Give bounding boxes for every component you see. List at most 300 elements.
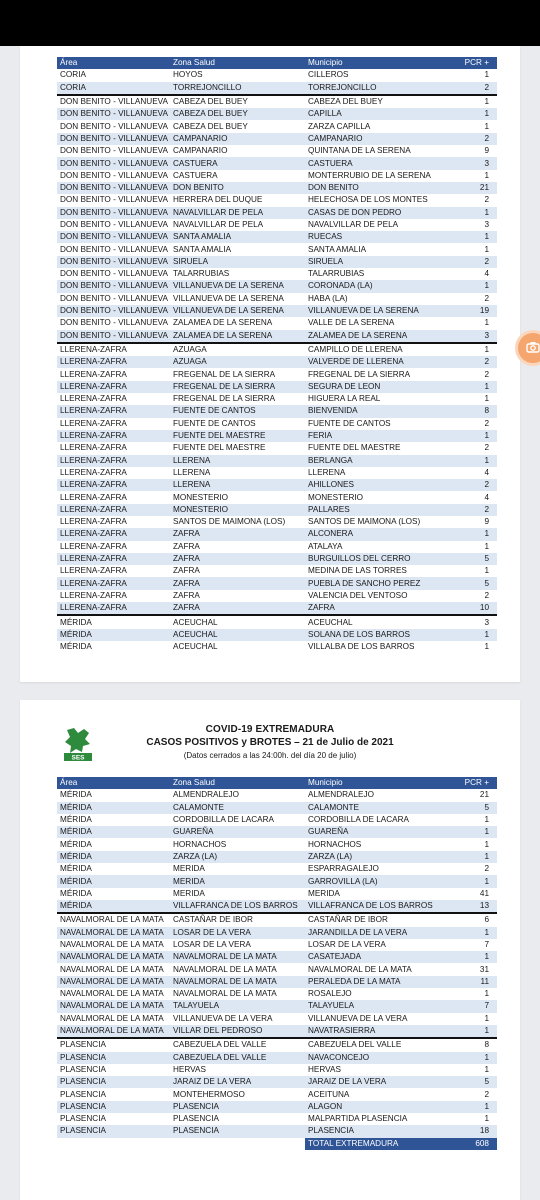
cell-pcr: 1 [484,815,489,825]
cell-area: LLERENA-ZAFRA [57,356,170,368]
table-row [57,888,497,900]
cell-area: LLERENA-ZAFRA [60,517,127,527]
cell-zona-salud: CAMPANARIO [173,146,228,156]
table-row [57,826,497,838]
cell-municipio: QUINTANA DE LA SERENA [308,146,411,156]
cell-zona-salud: ZAFRA [170,577,305,589]
cell-pcr: 7 [484,940,489,949]
cell-pcr: 1 [484,170,489,180]
cell-area: PLASENCIA [57,1125,170,1137]
cell-municipio: CAMPILLO DE LLERENA [305,343,441,356]
table-row [57,1038,497,1051]
table-row [57,789,497,801]
cell-area: MÉRIDA [57,802,170,814]
table-row [57,590,497,602]
cell-zona-salud: FREGENAL DE LA SIERRA [173,394,276,404]
cell-municipio: DON BENITO [305,182,441,194]
cell-municipio: NAVALVILLAR DE PELA [308,220,399,229]
cell-area: DON BENITO - VILLANUEVA [57,157,170,169]
cell-municipio: FUENTE DE CANTOS [308,418,391,428]
cell-pcr: 2 [441,133,497,145]
cell-zona-salud: TALAYUELA [170,1000,305,1012]
cell-area: PLASENCIA [60,1114,106,1124]
cell-municipio: CAPILLA [305,108,441,120]
cell-area: LLERENA-ZAFRA [57,405,170,417]
cell-pcr: 1 [484,1013,489,1023]
cell-municipio: VALENCIA DEL VENTOSO [308,590,408,600]
cell-area: MÉRIDA [57,615,170,628]
cell-pcr: 11 [441,976,497,988]
cell-municipio: NAVATRASIERRA [305,1025,441,1038]
cell-zona-salud: ACEUCHAL [173,642,218,652]
table-row [57,838,497,850]
cell-pcr: 1 [441,231,497,243]
table-row [57,1064,497,1076]
cell-zona-salud: CABEZA DEL BUEY [173,121,248,131]
cell-municipio: MALPARTIDA PLASENCIA [308,1114,408,1124]
table-row [57,541,497,553]
cell-area: DON BENITO - VILLANUEVA [60,269,168,279]
table-row [57,851,497,863]
cell-area: DON BENITO - VILLANUEVA [60,121,168,131]
cell-area: DON BENITO - VILLANUEVA [57,330,170,343]
cell-pcr: 1 [441,629,497,641]
cell-zona-salud: VILLANUEVA DE LA SERENA [170,280,305,292]
cell-municipio: ZARZA CAPILLA [308,121,371,131]
cell-municipio: BURGUILLOS DEL CERRO [305,553,441,565]
total-value: 608 [441,1138,497,1150]
cell-municipio: TORREJONCILLO [305,82,441,95]
cell-municipio: RUECAS [305,231,441,243]
cell-pcr: 2 [484,293,489,303]
cell-pcr: 8 [441,405,497,417]
table-row [57,479,497,491]
cell-pcr: 1 [441,875,497,887]
cell-pcr: 2 [484,1089,489,1099]
cell-zona-salud: ACEUCHAL [170,615,305,628]
cell-municipio: CABEZA DEL BUEY [305,95,441,108]
cell-area: CORIA [57,82,170,95]
table-row [57,1076,497,1088]
cell-pcr: 1 [484,541,489,551]
table-row [57,863,497,875]
cell-area: DON BENITO - VILLANUEVA [57,95,170,108]
cell-zona-salud: AZUAGA [170,343,305,356]
cell-zona-salud: NAVALVILLAR DE PELA [173,220,264,229]
cell-pcr: 2 [484,195,489,205]
cell-municipio: VALVERDE DE LLERENA [305,356,441,368]
cell-municipio: SANTA AMALIA [308,244,367,254]
cell-municipio: VALLE DE LA SERENA [308,318,395,328]
table-row [57,939,497,951]
cell-zona-salud: CABEZUELA DEL VALLE [170,1052,305,1064]
cell-pcr: 18 [441,1125,497,1137]
cell-municipio: CASTAÑAR DE IBOR [305,913,441,926]
cell-pcr: 5 [441,802,497,814]
table-row [57,293,497,305]
cell-municipio: AHILLONES [305,479,441,491]
cell-municipio: VILLANUEVA DE LA VERA [308,1013,408,1023]
cell-pcr: 2 [441,82,497,95]
column-header-pcr: PCR + [441,777,497,789]
table-row [57,1013,497,1025]
cell-zona-salud: CALAMONTE [170,802,305,814]
cell-zona-salud: ZALAMEA DE LA SERENA [173,318,273,328]
cell-pcr: 9 [484,517,489,527]
cell-area: LLERENA-ZAFRA [57,455,170,467]
cell-area: MÉRIDA [60,790,92,800]
cell-area: DON BENITO - VILLANUEVA [60,195,168,205]
cell-area: LLERENA-ZAFRA [57,430,170,442]
cell-area: DON BENITO - VILLANUEVA [57,231,170,243]
table-row [57,553,497,565]
report-note: (Datos cerrados a las 24:00h. del día 20 de julio) [183,751,357,760]
cell-municipio: FUENTE DEL MAESTRE [308,443,401,453]
cell-pcr: 1 [484,318,489,328]
cell-pcr: 1 [441,381,497,393]
cell-pcr: 1 [441,430,497,442]
cell-pcr: 5 [441,553,497,565]
cell-zona-salud: DON BENITO [170,182,305,194]
total-label: TOTAL EXTREMADURA [305,1138,441,1150]
table-row [57,368,497,380]
cell-zona-salud: PLASENCIA [170,1125,305,1137]
cell-zona-salud: MONTEHERMOSO [173,1089,245,1099]
cell-area: NAVALMORAL DE LA MATA [60,989,164,999]
cell-zona-salud: HERVAS [173,1064,206,1074]
cell-municipio: ACEUCHAL [305,615,441,628]
cell-municipio: ESPARRAGALEJO [308,864,379,874]
table-row [57,988,497,1000]
table-row [57,1125,497,1137]
cell-zona-salud: MERIDA [173,888,205,898]
cell-municipio: LOSAR DE LA VERA [308,940,386,949]
cell-area: LLERENA-ZAFRA [60,541,127,551]
cell-zona-salud: PLASENCIA [173,1114,219,1124]
cell-zona-salud: SANTOS DE MAIMONA (LOS) [173,517,286,527]
cell-zona-salud: VILLAFRANCA DE LOS BARROS [170,900,305,913]
cell-area: LLERENA-ZAFRA [60,394,127,404]
cell-municipio: TALAYUELA [305,1000,441,1012]
cell-municipio: ALAGON [305,1101,441,1113]
cell-area: PLASENCIA [57,1052,170,1064]
cell-municipio: PALLARES [305,504,441,516]
cell-area: LLERENA-ZAFRA [60,590,127,600]
cell-area: NAVALMORAL DE LA MATA [57,951,170,963]
cell-zona-salud: JARAIZ DE LA VERA [170,1076,305,1088]
table-row [57,875,497,887]
cell-zona-salud: CAMPANARIO [170,133,305,145]
cell-pcr: 5 [441,577,497,589]
cell-municipio: SEGURA DE LEON [305,381,441,393]
cell-municipio: ZARZA (LA) [305,851,441,863]
cell-zona-salud: HOYOS [173,70,203,80]
cell-municipio: GUAREÑA [305,826,441,838]
cell-pcr: 10 [441,602,497,615]
cell-zona-salud: ZAFRA [170,553,305,565]
cell-area: PLASENCIA [57,1076,170,1088]
cell-zona-salud: NAVALVILLAR DE PELA [170,207,305,219]
column-header-municipio: Municipio [305,777,441,789]
cell-zona-salud: NAVALMORAL DE LA MATA [173,989,277,999]
table-row [57,976,497,988]
report-subtitle: CASOS POSITIVOS y BROTES – 21 de Julio de 2021 [146,737,394,748]
cell-pcr: 2 [441,504,497,516]
cell-zona-salud: LLERENA [170,455,305,467]
cell-municipio: VILLALBA DE LOS BARROS [308,642,415,652]
cell-pcr: 1 [441,1101,497,1113]
cell-pcr: 7 [441,1000,497,1012]
cell-zona-salud: FUENTE DEL MAESTRE [170,430,305,442]
table-row [57,913,497,926]
cell-area: LLERENA-ZAFRA [60,566,127,576]
table-row [57,455,497,467]
cell-area: NAVALMORAL DE LA MATA [57,976,170,988]
cell-area: DON BENITO - VILLANUEVA [57,280,170,292]
table-row [57,305,497,317]
table-row [57,405,497,417]
cell-zona-salud: VILLAR DEL PEDROSO [170,1025,305,1038]
cell-area: NAVALMORAL DE LA MATA [60,940,164,949]
cell-municipio: CABEZUELA DEL VALLE [305,1038,441,1051]
cell-pcr: 1 [441,528,497,540]
cell-area: NAVALMORAL DE LA MATA [57,927,170,939]
cell-pcr: 1 [484,244,489,254]
cell-municipio: ALCONERA [305,528,441,540]
cell-pcr: 1 [441,951,497,963]
cell-area: PLASENCIA [57,1101,170,1113]
cell-area: NAVALMORAL DE LA MATA [60,1013,164,1023]
cell-pcr: 13 [441,900,497,913]
cell-area: PLASENCIA [60,1089,106,1099]
cell-pcr: 41 [479,888,489,898]
cell-area: DON BENITO - VILLANUEVA [60,293,168,303]
cell-pcr: 2 [441,356,497,368]
table-row [57,231,497,243]
cell-zona-salud: ZALAMEA DE LA SERENA [170,330,305,343]
table-row [57,900,497,913]
table-row [57,418,497,430]
table-row [57,256,497,268]
cell-municipio: HORNACHOS [308,839,362,849]
table-row [57,194,497,206]
cell-zona-salud: LLERENA [170,479,305,491]
table-row [57,927,497,939]
table-row [57,602,497,615]
cell-pcr: 3 [441,615,497,628]
document-page-1 [20,46,520,682]
cell-municipio: PLASENCIA [305,1125,441,1137]
cell-pcr: 4 [484,269,489,279]
cell-zona-salud: NAVALMORAL DE LA MATA [170,976,305,988]
cell-pcr: 1 [441,95,497,108]
cell-pcr: 1 [484,989,489,999]
cell-area: DON BENITO - VILLANUEVA [60,244,168,254]
cell-area: LLERENA-ZAFRA [57,553,170,565]
cell-municipio: ZAFRA [305,602,441,615]
cell-area: MÉRIDA [60,642,92,652]
cell-municipio: ZALAMEA DE LA SERENA [305,330,441,343]
table-row [57,516,497,528]
table-row [57,963,497,975]
cell-zona-salud: HORNACHOS [173,839,227,849]
cell-area: NAVALMORAL DE LA MATA [60,964,164,974]
status-bar [0,0,540,46]
report-title: COVID-19 EXTREMADURA [205,724,335,735]
cell-municipio: JARANDILLA DE LA VERA [305,927,441,939]
cell-zona-salud: ZAFRA [173,566,200,576]
table-row [57,442,497,454]
cell-area: NAVALMORAL DE LA MATA [57,1025,170,1038]
cell-pcr: 4 [484,467,489,477]
cell-municipio: NAVACONCEJO [305,1052,441,1064]
cell-zona-salud: CASTAÑAR DE IBOR [170,913,305,926]
cell-municipio: FERIA [305,430,441,442]
cell-zona-salud: FREGENAL DE LA SIERRA [170,381,305,393]
cell-area: PLASENCIA [57,1038,170,1051]
table-row [57,629,497,641]
cell-pcr: 2 [441,479,497,491]
cell-area: NAVALMORAL DE LA MATA [57,913,170,926]
document-page-2 [20,700,520,1200]
column-header-pcr: PCR + [441,57,497,69]
table-row [57,145,497,157]
cell-area: LLERENA-ZAFRA [60,492,127,502]
cell-pcr: 8 [441,1038,497,1051]
cell-municipio: HELECHOSA DE LOS MONTES [308,195,428,205]
cell-zona-salud: LOSAR DE LA VERA [170,927,305,939]
cell-pcr: 1 [484,642,489,652]
cell-municipio: MEDINA DE LAS TORRES [308,566,407,576]
cell-municipio: NAVALMORAL DE LA MATA [308,964,412,974]
cell-municipio: ROSALEJO [308,989,352,999]
cell-municipio: CASATEJADA [305,951,441,963]
cell-municipio: PERALEDA DE LA MATA [305,976,441,988]
cell-zona-salud: ZAFRA [173,541,200,551]
cell-municipio: MONTERRUBIO DE LA SERENA [308,170,431,180]
cell-area: LLERENA-ZAFRA [57,343,170,356]
cell-zona-salud: CASTUERA [173,170,218,180]
cell-pcr: 1 [441,927,497,939]
cell-area: MÉRIDA [57,851,170,863]
cell-area: DON BENITO - VILLANUEVA [57,305,170,317]
cell-municipio: CILLEROS [308,70,349,80]
cell-pcr: 1 [484,70,489,80]
cell-pcr: 3 [484,220,489,229]
table-row [57,268,497,280]
cell-pcr: 19 [441,305,497,317]
table-header-row [57,57,497,69]
cell-zona-salud: ALMENDRALEJO [173,790,239,800]
cell-zona-salud: VILLANUEVA DE LA VERA [173,1013,273,1023]
cell-municipio: CASAS DE DON PEDRO [305,207,441,219]
cell-area: DON BENITO - VILLANUEVA [57,256,170,268]
cell-municipio: HIGUERA LA REAL [308,394,381,404]
table-row [57,69,497,81]
cell-municipio: VILLANUEVA DE LA SERENA [305,305,441,317]
cell-zona-salud: MERIDA [173,864,205,874]
total-row [57,1138,497,1150]
cell-zona-salud: FUENTE DE CANTOS [170,405,305,417]
cell-pcr: 2 [441,256,497,268]
table-row [57,467,497,479]
cell-pcr: 9 [484,146,489,156]
cell-pcr: 1 [441,826,497,838]
table-row [57,1025,497,1038]
cell-zona-salud: ACEUCHAL [170,629,305,641]
cell-zona-salud: FUENTE DEL MAESTRE [173,443,266,453]
cell-municipio: ALMENDRALEJO [308,790,374,800]
cell-municipio: HERVAS [308,1064,341,1074]
cell-zona-salud: SANTA AMALIA [170,231,305,243]
table-header-row [57,777,497,789]
table-row [57,182,497,194]
cell-pcr: 2 [484,418,489,428]
cell-zona-salud: MERIDA [170,875,305,887]
cell-pcr: 2 [484,590,489,600]
cell-municipio: JARAIZ DE LA VERA [305,1076,441,1088]
cell-zona-salud: NAVALMORAL DE LA MATA [170,951,305,963]
cell-area: NAVALMORAL DE LA MATA [57,1000,170,1012]
cell-pcr: 31 [479,964,489,974]
cell-pcr: 2 [484,369,489,379]
cell-pcr: 1 [441,851,497,863]
cell-area: DON BENITO - VILLANUEVA [60,170,168,180]
cell-zona-salud: ZARZA (LA) [170,851,305,863]
table-row [57,170,497,182]
cell-area: LLERENA-ZAFRA [57,602,170,615]
cell-area: MÉRIDA [57,629,170,641]
svg-text:SES: SES [71,754,85,762]
column-header-area: Área [57,777,170,789]
cell-pcr: 4 [484,492,489,502]
cell-area: DON BENITO - VILLANUEVA [60,146,168,156]
cell-area: LLERENA-ZAFRA [60,443,127,453]
cell-municipio: SANTOS DE MAIMONA (LOS) [308,517,421,527]
cell-area: CORIA [60,70,86,80]
cell-area: MÉRIDA [57,875,170,887]
cell-pcr: 1 [441,207,497,219]
cell-pcr: 1 [484,1114,489,1124]
cell-area: LLERENA-ZAFRA [57,479,170,491]
cell-area: LLERENA-ZAFRA [57,528,170,540]
cell-area: DON BENITO - VILLANUEVA [57,133,170,145]
cell-pcr: 1 [484,1064,489,1074]
table-row [57,577,497,589]
cell-zona-salud: CABEZUELA DEL VALLE [170,1038,305,1051]
column-header-area: Área [57,57,170,69]
table-row [57,565,497,577]
table-row [57,381,497,393]
cell-zona-salud: VILLANUEVA DE LA SERENA [170,305,305,317]
table-row [57,528,497,540]
table-row [57,1052,497,1064]
cell-pcr: 2 [484,443,489,453]
cell-pcr: 21 [441,182,497,194]
cell-zona-salud: ZAFRA [170,602,305,615]
cell-zona-salud: FUENTE DE CANTOS [173,418,256,428]
cell-municipio: SIRUELA [305,256,441,268]
cell-area: DON BENITO - VILLANUEVA [60,318,168,328]
cell-pcr: 1 [484,839,489,849]
column-header-zona: Zona Salud [170,777,305,789]
table-row [57,430,497,442]
table-row [57,133,497,145]
cell-municipio: CORDOBILLA DE LACARA [308,815,410,825]
table-row [57,207,497,219]
table-row [57,802,497,814]
cell-pcr: 1 [441,455,497,467]
